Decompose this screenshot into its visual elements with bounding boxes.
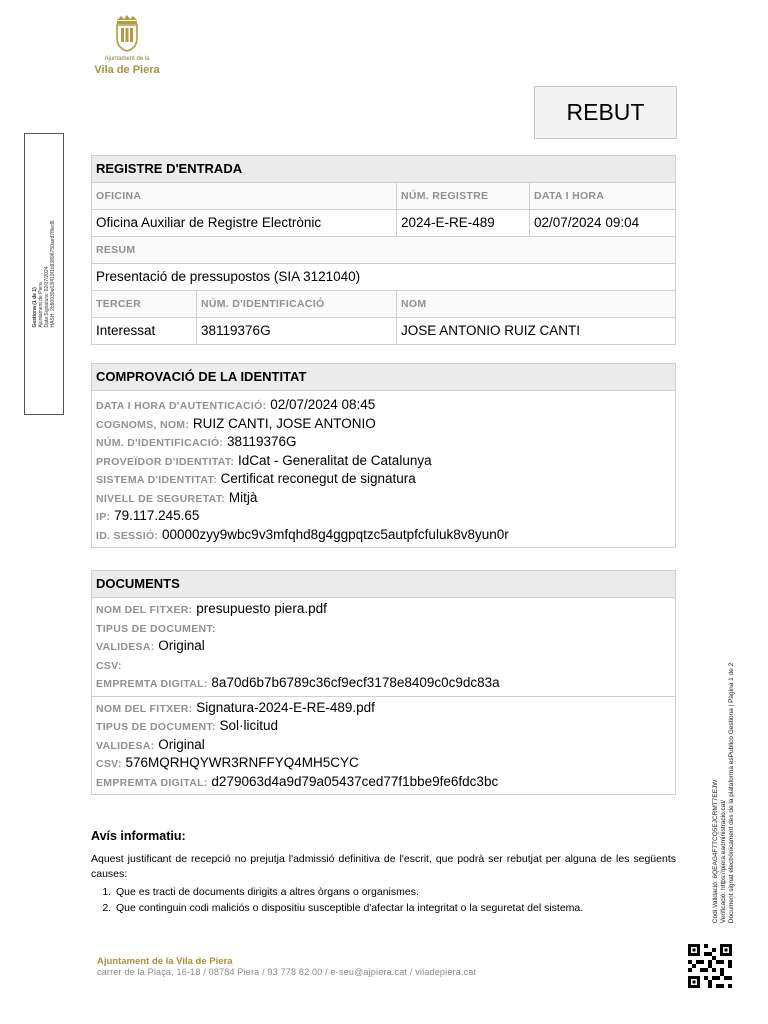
document-title: REBUT xyxy=(534,86,677,139)
document-field xyxy=(92,699,675,718)
identitat-value: 79.117.245.65 xyxy=(114,508,200,523)
signature-notice: Document signat electrònicament des de la plataforma esPublico Gestiona | Pàgina 1 de 2 xyxy=(728,662,735,924)
document-key: EMPREMTA DIGITAL: xyxy=(96,678,208,690)
document-key: NOM DEL FITXER: xyxy=(96,604,193,616)
tercer-label: TERCER xyxy=(92,291,197,317)
validation-sidebar xyxy=(707,648,741,938)
identitat-key: DATA I HORA D'AUTENTICACIÓ: xyxy=(96,400,267,412)
document-key: CSV: xyxy=(96,758,122,770)
document-value: Original xyxy=(158,638,205,653)
stamp-line-4: HASH: 2b90939e63f419f1b93896750aed7f8ed5 xyxy=(50,220,56,328)
documents-table xyxy=(91,570,676,795)
identitat-item xyxy=(92,415,675,434)
identitat-list xyxy=(92,391,675,547)
identitat-value: 00000zyy9wbc9v3mfqhd8g4ggpqtzc5autpfcfuluk8v8yun0r xyxy=(162,526,509,542)
stamp-line-3: Data Signatura: 02/07/2024 xyxy=(44,266,50,328)
identitat-item xyxy=(92,470,675,489)
identitat-item xyxy=(92,452,675,471)
identitat-key: COGNOMS, NOM: xyxy=(96,418,190,431)
stamp-line-2: Ajuntament de Piera xyxy=(38,282,44,328)
registre-heading: REGISTRE D'ENTRADA xyxy=(92,156,675,183)
document-key: NOM DEL FITXER: xyxy=(96,702,193,715)
identitat-value: 02/07/2024 08:45 xyxy=(270,397,376,412)
resum-value: Presentació de pressupostos (SIA 3121040) xyxy=(96,269,361,284)
document-field xyxy=(92,717,675,736)
verification-url: Verificació: https://piera.eadministracio.cat/ xyxy=(720,800,727,924)
document-field xyxy=(92,773,675,792)
identitat-value: 38119376G xyxy=(226,434,297,449)
identitat-value: Mitjà xyxy=(228,489,258,505)
document-value: Signatura-2024-E-RE-489.pdf xyxy=(196,699,375,715)
identitat-item xyxy=(92,396,675,415)
document-field xyxy=(92,754,675,773)
identitat-key: PROVEÏDOR D'IDENTITAT: xyxy=(96,455,235,468)
identitat-value: RUIZ CANTI, JOSE ANTONIO xyxy=(192,415,376,431)
document-field xyxy=(92,674,675,693)
document-key: EMPREMTA DIGITAL: xyxy=(96,776,208,789)
avis-text: Aquest justificant de recepció no prejutja l'admissió definitiva de l'escrit, que podrà ser rebutjat per alguna de les següents causes: xyxy=(91,853,676,880)
num-identificacio-value: 38119376G xyxy=(197,318,397,344)
identitat-key: NIVELL DE SEGURETAT: xyxy=(96,492,226,505)
document-value: presupuesto piera.pdf xyxy=(196,601,327,616)
identitat-key: SISTEMA D'IDENTITAT: xyxy=(96,474,217,486)
num-registre-label: NÚM. REGISTRE xyxy=(397,183,530,209)
validation-code: Codi Validació: 6QEAG4F7TCQ5EJCRMT7EEJW xyxy=(712,779,719,924)
document-field xyxy=(92,656,675,675)
document-value: 576MQRHQYWR3RNFFYQ4MH5CYC xyxy=(125,755,359,770)
oficina-label: OFICINA xyxy=(92,183,397,209)
coat-of-arms-icon xyxy=(112,14,142,52)
document-value: Sol·licitud xyxy=(219,718,279,733)
data-hora-label: DATA I HORA xyxy=(530,183,675,209)
municipality-logo xyxy=(92,14,172,76)
identitat-value: IdCat - Generalitat de Catalunya xyxy=(237,452,432,468)
avis-list-item: 1. Que es tracti de documents dirigits a altres òrgans o organismes. xyxy=(114,884,699,900)
document-key: CSV: xyxy=(96,659,122,672)
identitat-key: IP: xyxy=(96,511,111,523)
document-key: TIPUS DE DOCUMENT: xyxy=(96,622,216,635)
nom-value: JOSE ANTONIO RUIZ CANTI xyxy=(401,323,581,338)
footer-title: Ajuntament de la Vila de Piera xyxy=(97,956,233,967)
tercer-value: Interessat xyxy=(92,318,197,344)
document-key: TIPUS DE DOCUMENT: xyxy=(96,721,216,733)
avis-list xyxy=(91,884,699,916)
resum-label: RESUM xyxy=(92,237,675,263)
document-entry xyxy=(92,598,675,697)
document-value: d279063d4a9d79a05437ced77f1bbe9fe6fdc3bc xyxy=(211,773,499,789)
data-hora-value: 02/07/2024 09:04 xyxy=(534,215,640,230)
logo-line-1: Ajuntament de la xyxy=(104,56,150,62)
document-field xyxy=(92,736,675,755)
document-key: VALIDESA: xyxy=(96,739,155,752)
stamp-line-1: Gestiona (1 de 1) xyxy=(32,287,38,328)
oficina-value: Oficina Auxiliar de Registre Electrònic xyxy=(92,210,397,236)
num-identificacio-label: NÚM. D'IDENTIFICACIÓ xyxy=(197,291,397,317)
document-field xyxy=(92,600,675,619)
identitat-key: ID. SESSIÓ: xyxy=(96,529,159,542)
avis-title: Avís informatiu: xyxy=(91,829,186,843)
document-field xyxy=(92,619,675,638)
document-value: 8a70d6b7b6789c36cf9ecf3178e8409c0c9dc83a xyxy=(211,675,500,690)
identitat-key: NÚM. D'IDENTIFICACIÓ: xyxy=(96,437,224,449)
identitat-item xyxy=(92,507,675,526)
documents-heading: DOCUMENTS xyxy=(92,571,675,598)
document-entry xyxy=(92,697,675,795)
qr-code-icon xyxy=(688,944,732,988)
nom-label: NOM xyxy=(397,291,675,317)
identitat-item xyxy=(92,526,675,545)
document-field xyxy=(92,637,675,656)
document-key: VALIDESA: xyxy=(96,641,155,653)
identitat-item xyxy=(92,489,675,508)
identitat-heading: COMPROVACIÓ DE LA IDENTITAT xyxy=(92,364,675,391)
identitat-table xyxy=(91,363,676,548)
logo-line-2: Vila de Piera xyxy=(94,64,160,76)
avis-list-item: 2. Que continguin codi maliciós o dispositiu susceptible d'afectar la integritat o la seguretat del sistema. xyxy=(114,900,699,916)
num-registre-value: 2024-E-RE-489 xyxy=(397,210,530,236)
footer-address: carrer de la Plaça, 16-18 / 08784 Piera / 93 778 82 00 / e-seu@ajpiera.cat / viladepiera.cat xyxy=(97,967,477,977)
registre-table xyxy=(91,155,676,345)
identitat-value: Certificat reconegut de signatura xyxy=(220,471,416,486)
identitat-item xyxy=(92,433,675,452)
signature-stamp xyxy=(24,133,64,415)
document-value: Original xyxy=(158,736,205,752)
